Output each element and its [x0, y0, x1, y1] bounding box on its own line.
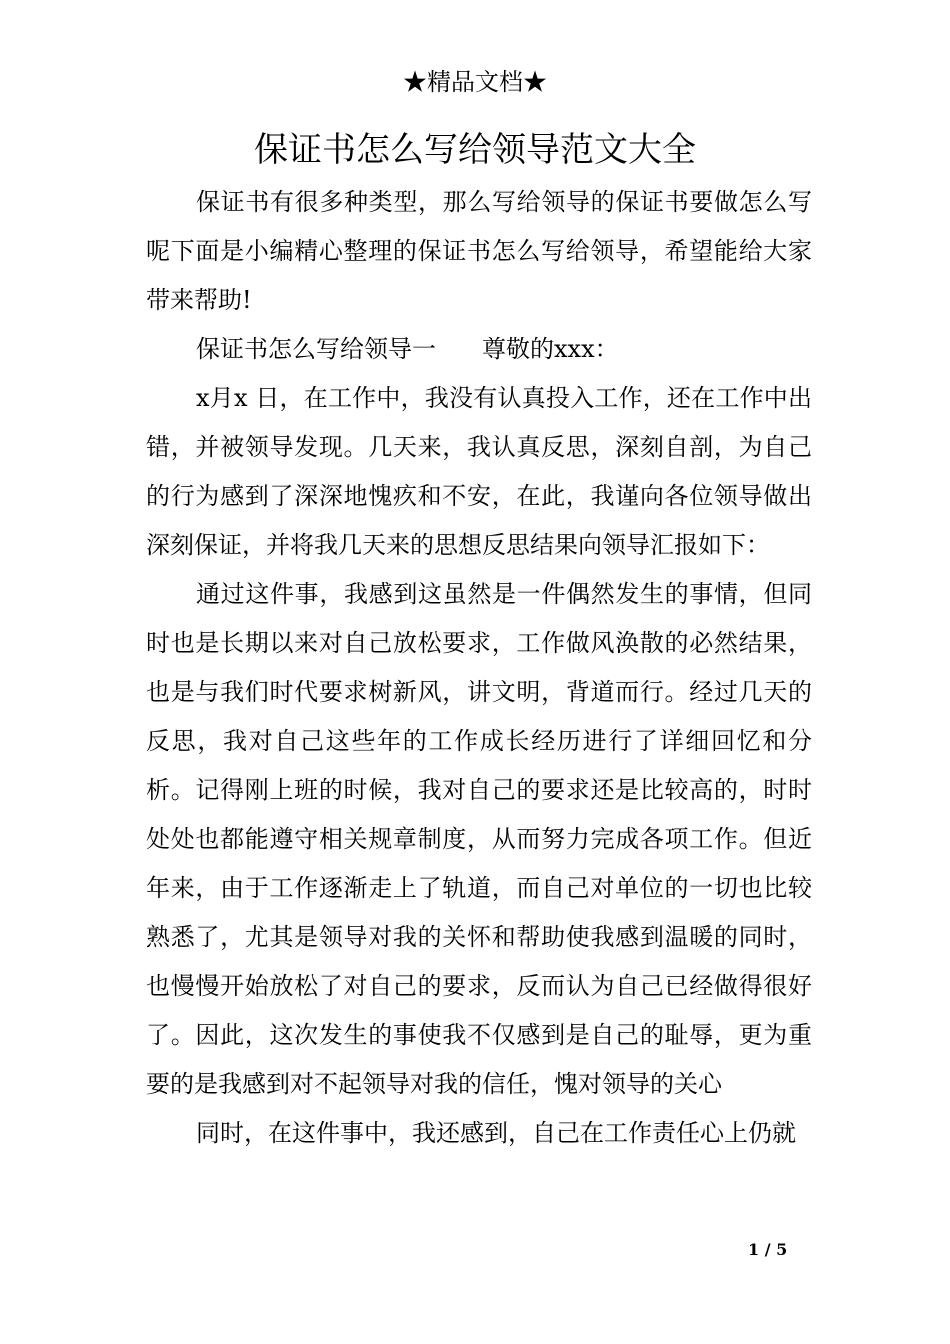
body-paragraph-3: 同时，在这件事中，我还感到，自己在工作责任心上仍就 — [196, 1119, 796, 1147]
body-paragraph-1: x月x 日，在工作中，我没有认真投入工作，还在工作中出错，并被领导发现。几天来，我认真反思，深刻自剖，为自己的行为感到了深深地愧疚和不安，在此，我谨向各位领导做出深刻保证，并将我几天来的思想反思结果向领导汇报如下： — [146, 384, 812, 559]
body-paragraph-2: 通过这件事，我感到这虽然是一件偶然发生的事情，但同时也是长期以来对自己放松要求，工作做风涣散的必然结果，也是与我们时代要求树新风，讲文明，背道而行。经过几天的反思，我对自己这些年的工作成长经历进行了详细回忆和分析。记得刚上班的时候，我对自己的要求还是比较高的，时时处处也都能遵守相关规章制度，从而努力完成各项工作。但近年来，由于工作逐渐走上了轨道，而自己对单位的一切也比较熟悉了，尤其是领导对我的关怀和帮助使我感到温暖的同时，也慢慢开始放松了对自己的要求，反而认为自己已经做得很好了。因此，这次发生的事使我不仅感到是自己的耻辱，更为重要的是我感到对不起领导对我的信任，愧对领导的关心 — [146, 580, 812, 1098]
section-heading-line — [146, 325, 812, 374]
section-heading: 保证书怎么写给领导一 — [196, 335, 436, 363]
page-number: 1 / 5 — [748, 1240, 788, 1259]
document-title: 保证书怎么写给领导范文大全 — [254, 130, 696, 170]
page-header: ★精品文档★ — [403, 68, 547, 96]
salutation: 尊敬的xxx： — [482, 335, 619, 363]
document-body — [146, 178, 812, 1158]
intro-paragraph: 保证书有很多种类型，那么写给领导的保证书要做怎么写呢下面是小编精心整理的保证书怎么写给领导，希望能给大家带来帮助! — [146, 188, 812, 314]
